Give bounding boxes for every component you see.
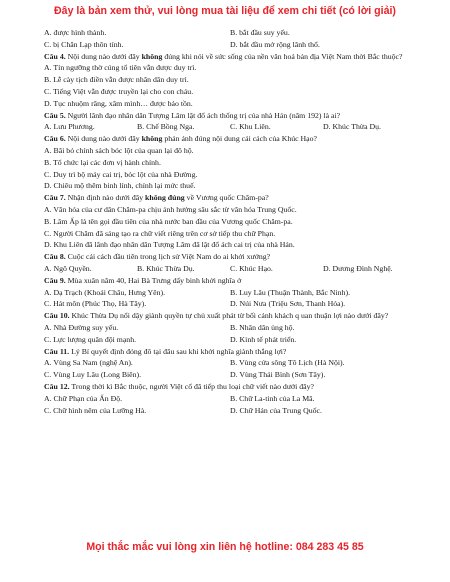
answer-d: D. Tục nhuộm răng, xăm mình… được bảo tồn. — [44, 98, 193, 108]
answer-c: C. Tiếng Việt vẫn được truyền lại cho con cháu. — [44, 86, 194, 96]
answer-row — [44, 287, 416, 299]
question-4 — [44, 51, 416, 63]
question-8 — [44, 251, 416, 263]
answer-a: A. Bãi bỏ chính sách bóc lột của quan lại đô hộ. — [44, 145, 194, 155]
question-label: Câu 5. — [44, 110, 66, 120]
answer-d: D. Chiêu mộ thêm binh lính, chính lại mức thuế. — [44, 181, 196, 191]
question-emphasis: không — [141, 134, 163, 144]
answer-row — [44, 334, 416, 346]
answer-a: A. Ngô Quyền. — [44, 263, 92, 273]
question-label: Câu 9. — [44, 275, 66, 285]
answer-a: A. Chữ Phạn của Ấn Độ. — [44, 393, 123, 403]
answer-row — [44, 263, 416, 275]
answer-a: A. Lưu Phương. — [44, 122, 95, 132]
answer-a: A. Tín ngưỡng thờ cúng tổ tiên vẫn được duy trì. — [44, 63, 197, 73]
answer-row — [44, 369, 416, 381]
answer-a: A. Văn hóa của cư dân Chăm-pa chịu ảnh hưởng sâu sắc từ văn hóa Trung Quốc. — [44, 204, 297, 214]
prev-answer-row-1 — [44, 27, 416, 39]
question-11 — [44, 346, 416, 358]
answer-d: D. Kinh tế phát triển. — [230, 334, 297, 344]
answer-b: B. Lễ cày tịch điền vẫn được nhân dân duy trì. — [44, 75, 189, 85]
answer-b: B. Khúc Thừa Dụ. — [137, 263, 195, 273]
answer-row — [44, 121, 416, 133]
question-text: Trong thời kì Bắc thuộc, người Việt cổ đã tiếp thu loại chữ viết nào dưới đây? — [69, 381, 315, 391]
question-text: đúng khi nói về sức sống của nền văn hoá bản địa Việt Nam thời Bắc thuộc? — [162, 51, 403, 61]
answer-row — [44, 405, 416, 417]
question-label: Câu 4. — [44, 51, 66, 61]
question-text: Nội dung nào dưới đây — [65, 134, 142, 144]
question-label: Câu 6. — [44, 134, 66, 144]
question-text: Lý Bí quyết định đóng đô tại đâu sau khi khởi nghĩa giành thắng lợi? — [69, 346, 287, 356]
prev-answer-row-2 — [44, 39, 416, 51]
answer-d: D. Vùng Thái Bình (Sơn Tây). — [230, 370, 326, 380]
answer-b: B. Nhân dân ủng hộ. — [230, 322, 295, 332]
question-label: Câu 7. — [44, 193, 66, 203]
answer-d: D. Chữ Hán của Trung Quốc. — [230, 405, 322, 415]
question-text: về Vương quốc Chăm-pa? — [184, 193, 269, 203]
answer-c: C. Lực lượng quân đội mạnh. — [44, 334, 137, 344]
question-label: Câu 8. — [44, 252, 66, 262]
answer-c: C. Khúc Hạo. — [230, 263, 273, 273]
answer-c: C. Vùng Luy Lâu (Long Biên). — [44, 370, 142, 380]
answer-a: A. Vùng Sa Nam (nghệ An). — [44, 358, 133, 368]
question-9 — [44, 275, 416, 287]
answer-row — [44, 393, 416, 405]
answer-b: B. Lâm Ấp là tên gọi đầu tiên của nhà nước ban đầu của Vương quốc Chăm-pa. — [44, 216, 293, 226]
answer-d: D. Khúc Thừa Dụ. — [323, 122, 382, 132]
question-6 — [44, 133, 416, 145]
question-text: phản ánh đúng nội dung cải cách của Khúc Hạo? — [162, 134, 317, 144]
question-emphasis: không — [141, 51, 163, 61]
document-body — [44, 27, 416, 416]
answer-d: D. Núi Nưa (Triệu Sơn, Thanh Hóa). — [230, 299, 346, 309]
answer-row — [44, 357, 416, 369]
answer-b: B. bắt đầu suy yếu. — [230, 28, 290, 37]
question-text: Cuộc cải cách đầu tiên trong lịch sử Việt Nam do ai khởi xướng? — [65, 252, 271, 262]
answer-b: B. Chế Bồng Nga. — [137, 122, 195, 132]
answer-row — [44, 298, 416, 310]
question-text: Người lãnh đạo nhân dân Tượng Lâm lật đổ ách thống trị của nhà Hán (năm 192) là ai? — [65, 110, 341, 120]
preview-banner: Đây là bản xem thử, vui lòng mua tài liệu để xem chi tiết (có lời giải) — [54, 5, 396, 17]
question-12 — [44, 381, 416, 393]
hotline-banner: Mọi thắc mắc vui lòng xin liên hệ hotline: 084 283 45 85 — [86, 541, 364, 553]
answer-row — [44, 322, 416, 334]
question-label: Câu 11. — [44, 346, 70, 356]
answer-d: D. bắt đầu mở rộng lãnh thổ. — [230, 39, 320, 49]
answer-b: B. Vùng cửa sông Tô Lịch (Hà Nội). — [230, 358, 345, 368]
question-label: Câu 10. — [44, 311, 70, 321]
answer-c: C. Người Chăm đã sáng tạo ra chữ viết riêng trên cơ sở tiếp thu chữ Phạn. — [44, 228, 276, 238]
answer-d: D. Khu Liên đã lãnh đạo nhân dân Tượng Lâm đã lật đổ ách cai trị của nhà Hán. — [44, 240, 295, 250]
answer-a: A. được hình thành. — [44, 28, 107, 37]
answer-c: C. Khu Liên. — [230, 122, 271, 132]
question-text: Nội dung nào dưới đây — [65, 51, 142, 61]
answer-c: C. Chữ hình nêm của Lưỡng Hà. — [44, 405, 147, 415]
answer-b: B. Chữ La-tinh của La Mã. — [230, 393, 315, 403]
question-text: Mùa xuân năm 40, Hai Bà Trưng dấy binh khởi nghĩa ở — [65, 275, 242, 285]
answer-a: A. Nhà Đường suy yếu. — [44, 322, 119, 332]
answer-a: A. Dạ Trạch (Khoái Châu, Hưng Yên). — [44, 287, 166, 297]
question-label: Câu 12. — [44, 381, 70, 391]
answer-d: D. Dương Đình Nghệ. — [323, 263, 393, 273]
question-text: Nhận định nào dưới đây — [65, 193, 146, 203]
question-7 — [44, 192, 416, 204]
question-emphasis: không đúng — [145, 193, 185, 203]
question-5 — [44, 110, 416, 122]
answer-c: C. bị Chăn Lạp thôn tính. — [44, 39, 124, 49]
answer-b: B. Luy Lâu (Thuận Thành, Bắc Ninh). — [230, 287, 351, 297]
answer-b: B. Tổ chức lại các đơn vị hành chính. — [44, 157, 161, 167]
answer-c: C. Duy trì bộ máy cai trị, bóc lột của nhà Đường. — [44, 169, 198, 179]
answer-c: C. Hát môn (Phúc Thọ, Hà Tây). — [44, 299, 147, 309]
question-10 — [44, 310, 416, 322]
question-text: Khúc Thừa Dụ nổi dậy giành quyền tự chủ xuất phát từ bối cảnh khách q uan thuận lợi nào dưới đây? — [69, 311, 389, 321]
